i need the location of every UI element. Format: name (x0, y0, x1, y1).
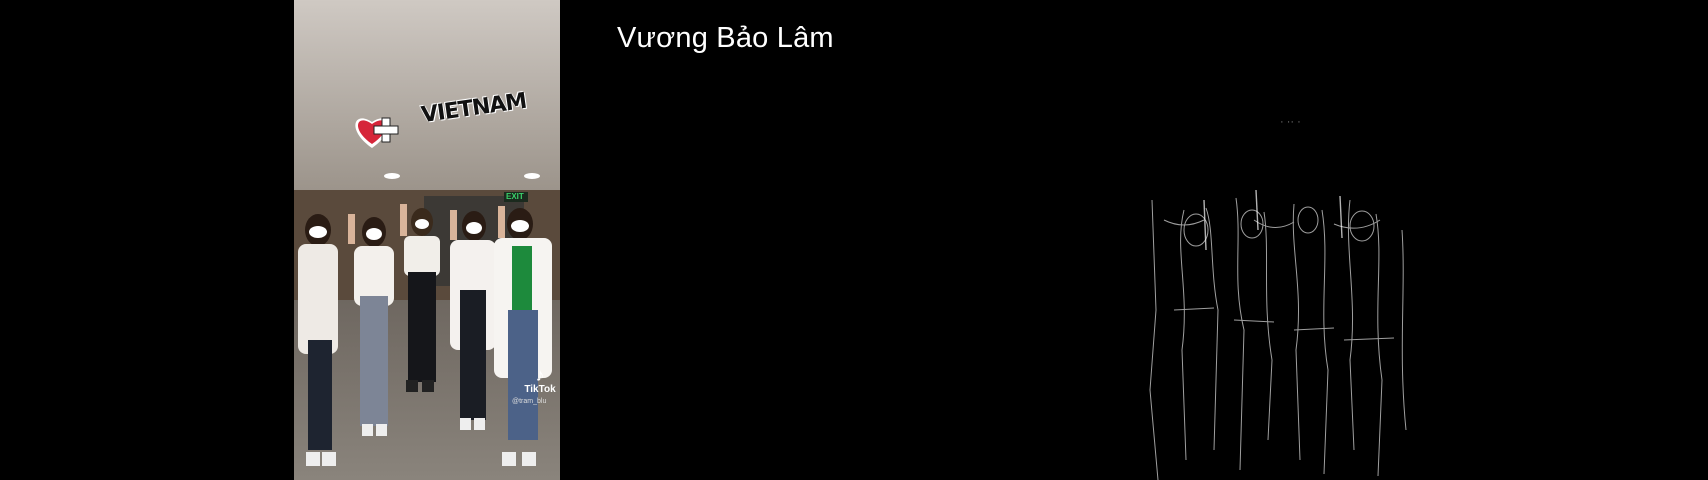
tiktok-label: TikTok (524, 384, 556, 395)
exit-sign: EXIT (506, 192, 524, 201)
edge-caption: · ·· · (1280, 116, 1301, 128)
tiktok-watermark (512, 365, 560, 405)
video-thumbnail[interactable] (294, 0, 560, 480)
vietnam-sticker: VIETNAM (419, 88, 528, 129)
tiktok-handle: @tram_blu (512, 398, 547, 405)
edge-detection-image (1144, 190, 1416, 480)
video-scene (294, 0, 560, 480)
page-title: Vương Bảo Lâm (617, 22, 834, 54)
tiktok-icon: ♪ (535, 365, 545, 385)
